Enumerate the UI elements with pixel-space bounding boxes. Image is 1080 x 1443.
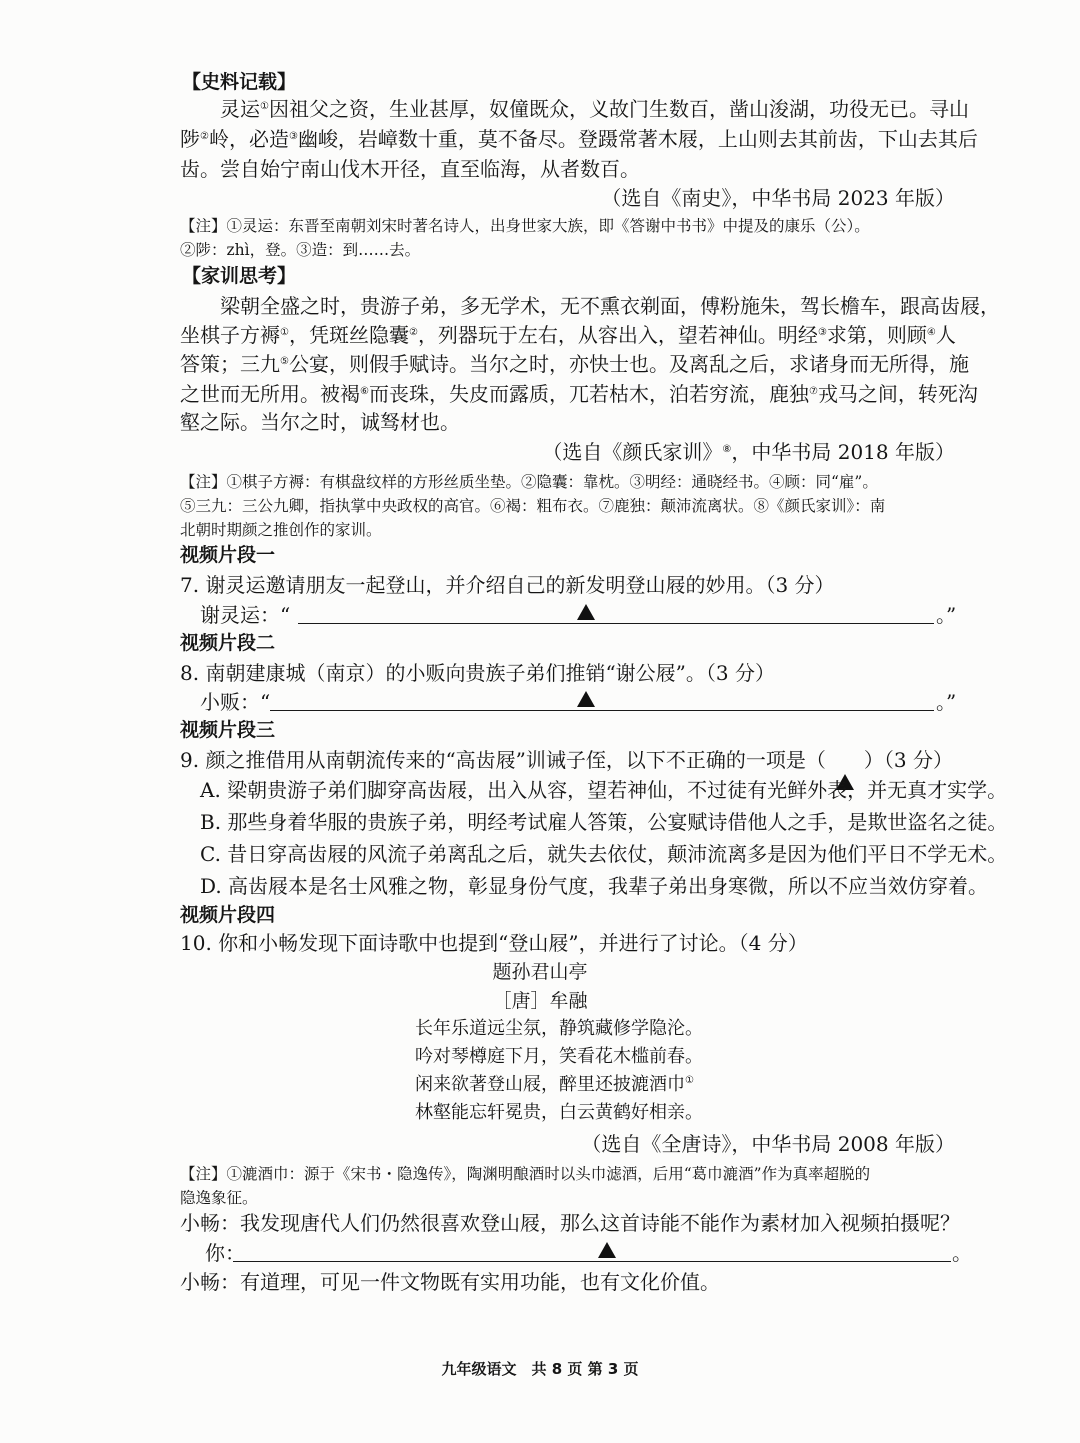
history-line-3: 齿。尝自始宁南山伐木开径，直至临海，从者数百。 [180,157,640,181]
question-10: 10. 你和小畅发现下面诗歌中也提到“登山屐”，并进行了讨论。（4 分） [180,931,808,955]
q10-answer-marker-icon [598,1242,616,1258]
poem-line-3: 闲来欲著登山屐，醉里还披漉酒巾① [415,1074,694,1095]
q9-option-b: B. 那些身着华服的贵族子弟，明经考试雇人答策，公宴赋诗借他人之手，是欺世盗名之徒。 [200,810,1008,834]
history-note-2: ②陟：zhì，登。③造：到……去。 [180,241,421,259]
q7-speaker: 谢灵运：“ [200,603,291,627]
segment-1-heading: 视频片段一 [180,544,276,566]
poem-line-1: 长年乐道远尘氛，静筑藏修学隐沦。 [415,1018,703,1039]
q9-option-d: D. 高齿屐本是名士风雅之物，彰显身份气度，我辈子弟出身寒微，所以不应当效仿穿着。 [200,874,989,898]
family-note-3: 北朝时期颜之推创作的家训。 [180,521,382,539]
q8-answer-marker-icon [577,691,595,707]
family-line-1: 梁朝全盛之时，贵游子弟，多无学术，无不熏衣剃面，傅粉施朱，驾长檐车，跟高齿屐， [220,294,1000,318]
q7-close: 。” [936,603,957,627]
dialog-xiaochang-1: 小畅：我发现唐代人们仍然很喜欢登山屐，那么这首诗能不能作为素材加入视频拍摄呢？ [180,1211,960,1235]
page-footer: 九年级语文 共 8 页 第 3 页 [441,1360,639,1378]
history-line-2: 陟②岭，必造③幽峻，岩嶂数十重，莫不备尽。登蹑常著木屐，上山则去其前齿，下山去其后 [180,127,978,151]
question-9: 9. 颜之推借用从南朝流传来的“高齿屐”训诫子侄，以下不正确的一项是（ ）（3 分） [180,746,953,774]
family-note-1: 【注】①棋子方褥：有棋盘纹样的方形丝质坐垫。②隐囊：靠枕。③明经：通晓经书。④顾：同“雇”。 [180,473,878,491]
poem-note-2: 隐逸象征。 [180,1189,258,1207]
q9-option-a: A. 梁朝贵游子弟们脚穿高齿屐，出入从容，望若神仙，不过徒有光鲜外表，并无真才实学。 [200,778,1008,802]
q8-answer-line[interactable] [270,710,934,711]
question-8: 8. 南朝建康城（南京）的小贩向贵族子弟们推销“谢公屐”。（3 分） [180,661,775,685]
poem-note-1: 【注】①漉酒巾：源于《宋书・隐逸传》，陶渊明酿酒时以头巾滤酒，后用“葛巾漉酒”作为真率超脱的 [180,1165,871,1183]
poem-title: 题孙君山亭 [492,961,588,983]
family-note-2: ⑤三九：三公九卿，指执掌中央政权的高官。⑥褐：粗布衣。⑦鹿独：颠沛流离状。⑧《颜氏家训》：南 [180,497,886,515]
q9-option-c: C. 昔日穿高齿屐的风流子弟离乱之后，就失去依仗，颠沛流离多是因为他们平日不学无术。 [200,842,1008,866]
poem-line-2: 吟对琴樽庭下月，笑看花木槛前春。 [415,1046,703,1067]
q7-answer-line[interactable] [298,623,934,624]
q10-you-label: 你： [205,1241,245,1265]
family-line-4: 之世而无所用。被褐⑥而丧珠，失皮而露质，兀若枯木，泊若穷流，鹿独⑦戎马之间，转死沟 [180,382,978,406]
q8-speaker: 小贩：“ [200,690,271,714]
family-line-5: 壑之际。当尔之时，诚驽材也。 [180,410,460,434]
family-line-3: 答策；三九⑤公宴，则假手赋诗。当尔之时，亦快士也。及离乱之后，求诸身而无所得，施 [180,352,969,376]
segment-3-heading: 视频片段三 [180,719,276,741]
q7-answer-marker-icon [577,604,595,620]
q10-answer-line[interactable] [233,1261,951,1262]
poem-author: ［唐］牟融 [492,990,588,1012]
history-source: （选自《南史》，中华书局 2023 年版） [601,186,955,210]
family-heading: 【家训思考】 [182,265,297,287]
family-line-2: 坐棋子方褥①，凭斑丝隐囊②，列器玩于左右，从容出入，望若神仙。明经③求第，则顾④人 [180,323,956,347]
poem-line-4: 林壑能忘轩冕贵，白云黄鹤好相亲。 [415,1102,703,1123]
segment-2-heading: 视频片段二 [180,632,276,654]
q8-close: 。” [936,690,957,714]
dialog-xiaochang-2: 小畅：有道理，可见一件文物既有实用功能，也有文化价值。 [180,1270,720,1294]
history-note-1: 【注】①灵运：东晋至南朝刘宋时著名诗人，出身世家大族，即《答谢中书书》中提及的康乐（公）。 [180,217,870,235]
poem-source: （选自《全唐诗》，中华书局 2008 年版） [581,1132,955,1156]
q10-close: 。 [952,1241,972,1265]
history-line-1: 灵运①因祖父之资，生业甚厚，奴僮既众，义故门生数百，凿山浚湖，功役无已。寻山 [220,97,969,121]
segment-4-heading: 视频片段四 [180,904,276,926]
family-source: （选自《颜氏家训》⑧，中华书局 2018 年版） [542,440,955,464]
history-heading: 【史料记载】 [182,71,297,93]
question-7: 7. 谢灵运邀请朋友一起登山，并介绍自己的新发明登山屐的妙用。（3 分） [180,573,835,597]
